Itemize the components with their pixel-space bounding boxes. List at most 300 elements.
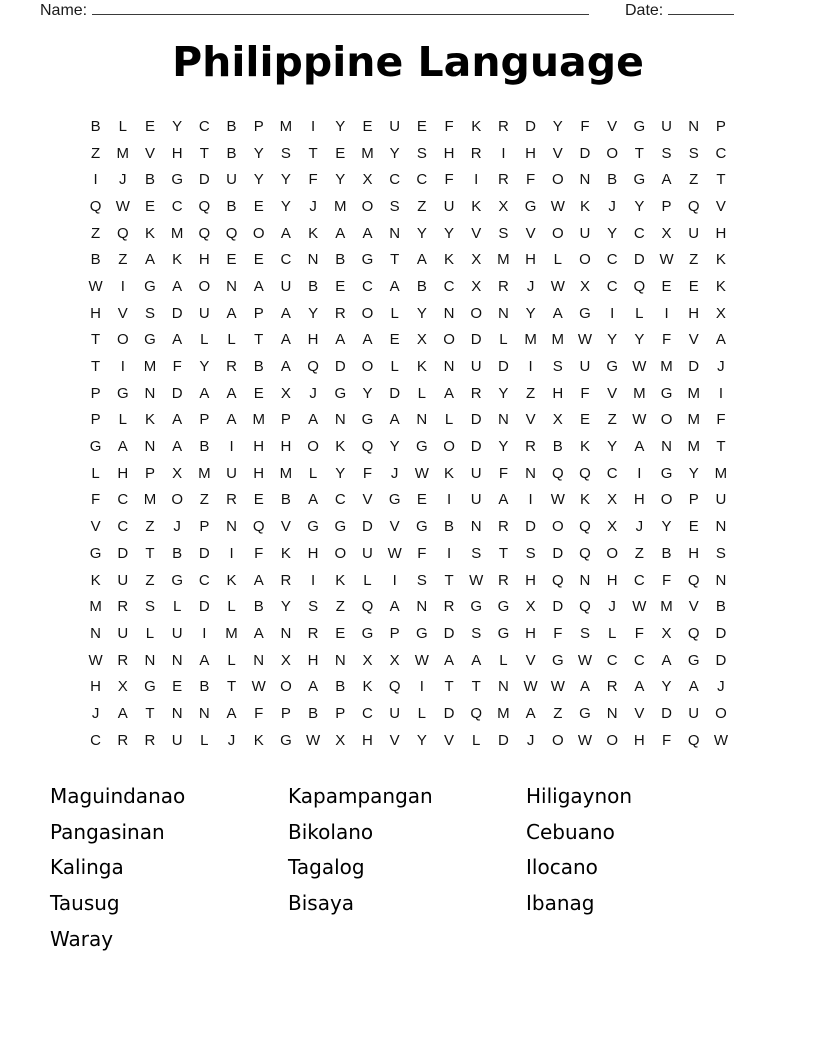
grid-letter: G (89, 438, 102, 456)
grid-letter: T (716, 438, 726, 456)
grid-letter: Z (553, 704, 563, 722)
grid-letter: C (90, 731, 102, 749)
grid-letter: W (387, 544, 402, 562)
grid-letter: T (716, 171, 726, 189)
grid-letter: Q (579, 464, 591, 482)
grid-letter: Q (687, 731, 700, 749)
word-column-1 (50, 781, 185, 959)
grid-letter: J (309, 197, 317, 215)
grid-letter: I (528, 358, 533, 376)
grid-letter: V (389, 518, 400, 536)
grid-letter: O (470, 304, 483, 322)
grid-letter: L (635, 304, 644, 322)
grid-letter: N (470, 518, 482, 536)
grid-letter: S (688, 144, 699, 162)
grid-letter: Q (579, 544, 591, 562)
grid-letter: S (661, 144, 672, 162)
grid-letter: H (525, 571, 537, 589)
grid-letter: R (470, 144, 482, 162)
grid-letter: D (198, 544, 210, 562)
grid-letter: W (632, 598, 647, 616)
grid-letter: Y (335, 171, 346, 189)
word-list-item: Tausug (50, 891, 120, 916)
grid-letter: R (470, 384, 482, 402)
grid-letter: O (551, 518, 564, 536)
grid-letter: J (227, 731, 236, 749)
grid-letter: P (199, 518, 210, 536)
grid-letter: A (688, 678, 699, 696)
name-field (40, 1, 589, 20)
grid-letter: G (361, 624, 374, 642)
grid-letter: F (634, 624, 644, 642)
grid-letter: U (579, 358, 591, 376)
grid-letter: X (607, 491, 618, 509)
grid-letter: X (661, 224, 672, 242)
grid-letter: G (579, 704, 591, 722)
grid-letter: T (308, 144, 318, 162)
grid-letter: W (550, 678, 565, 696)
grid-letter: A (172, 411, 183, 429)
grid-letter: S (144, 304, 155, 322)
grid-letter: R (497, 571, 509, 589)
grid-letter: M (633, 384, 646, 402)
grid-letter: F (308, 171, 318, 189)
grid-letter: P (90, 411, 101, 429)
grid-letter: X (471, 251, 482, 269)
grid-letter: O (606, 544, 618, 562)
grid-letter: G (497, 598, 510, 616)
page-title: Philippine Language (172, 38, 644, 86)
grid-letter: K (144, 411, 155, 429)
grid-letter: U (715, 491, 727, 509)
grid-letter: W (469, 571, 484, 589)
grid-letter: G (361, 411, 374, 429)
grid-letter: B (253, 358, 264, 376)
grid-letter: A (335, 331, 346, 349)
grid-letter: A (199, 651, 210, 669)
grid-letter: I (718, 384, 723, 402)
grid-letter: Y (634, 331, 645, 349)
word-list-item: Bikolano (288, 819, 374, 844)
grid-letter: T (91, 358, 101, 376)
grid-letter: M (660, 598, 673, 616)
grid-letter: W (550, 197, 565, 215)
grid-letter: T (471, 678, 481, 696)
grid-letter: W (632, 358, 647, 376)
grid-letter: K (253, 731, 264, 749)
grid-letter: U (198, 304, 210, 322)
grid-letter: E (335, 624, 346, 642)
grid-letter: Q (579, 598, 591, 616)
grid-letter: C (416, 171, 428, 189)
grid-letter: V (525, 651, 536, 669)
grid-letter: L (172, 598, 182, 616)
grid-letter: X (715, 304, 726, 322)
grid-letter: Y (280, 197, 291, 215)
grid-letter: W (115, 197, 130, 215)
grid-letter: R (144, 731, 156, 749)
grid-letter: J (526, 277, 535, 295)
grid-letter: Y (498, 438, 509, 456)
grid-letter: D (171, 304, 183, 322)
grid-letter: S (498, 224, 509, 242)
grid-letter: A (444, 384, 455, 402)
grid-letter: Y (607, 224, 618, 242)
word-list-item: Tagalog (288, 855, 365, 880)
grid-letter: G (144, 331, 156, 349)
grid-letter: O (443, 331, 455, 349)
grid-letter: E (253, 197, 264, 215)
grid-letter: R (443, 598, 455, 616)
grid-letter: L (227, 651, 236, 669)
grid-letter: A (172, 277, 183, 295)
grid-letter: R (497, 117, 509, 135)
grid-letter: C (633, 571, 645, 589)
grid-letter: Y (416, 224, 427, 242)
grid-letter: A (253, 277, 264, 295)
grid-letter: G (524, 197, 537, 215)
grid-letter: H (525, 251, 537, 269)
grid-letter: O (361, 197, 374, 215)
grid-letter: K (715, 251, 726, 269)
grid-letter: R (226, 358, 237, 376)
grid-letter: H (171, 144, 183, 162)
grid-letter: X (661, 624, 672, 642)
grid-letter: D (470, 411, 482, 429)
grid-letter: K (444, 464, 455, 482)
grid-letter: U (389, 704, 401, 722)
grid-letter: G (606, 358, 618, 376)
grid-letter: A (144, 251, 155, 269)
grid-letter: H (633, 731, 645, 749)
grid-letter: J (635, 518, 644, 536)
grid-letter: D (334, 358, 346, 376)
grid-letter: E (416, 117, 427, 135)
grid-letter: L (553, 251, 562, 269)
grid-letter: I (229, 438, 234, 456)
grid-letter: W (306, 731, 321, 749)
grid-letter: L (91, 464, 100, 482)
grid-letter: A (634, 678, 645, 696)
grid-letter: W (577, 731, 593, 749)
grid-letter: Z (634, 544, 644, 562)
grid-letter: G (144, 277, 156, 295)
grid-letter: P (688, 491, 699, 509)
grid-letter: U (470, 358, 482, 376)
grid-letter: G (89, 544, 102, 562)
grid-letter: N (416, 598, 428, 616)
grid-letter: C (606, 651, 618, 669)
grid-letter: Z (145, 518, 155, 536)
grid-letter: X (172, 464, 183, 482)
grid-letter: M (361, 144, 374, 162)
grid-letter: I (664, 304, 669, 322)
grid-letter: L (499, 331, 508, 349)
grid-letter: L (472, 731, 481, 749)
grid-letter: N (715, 571, 727, 589)
grid-letter: U (443, 197, 455, 215)
grid-letter: Z (335, 598, 345, 616)
grid-letter: C (198, 117, 210, 135)
grid-letter: V (280, 518, 291, 536)
grid-letter: R (497, 518, 509, 536)
grid-letter: U (280, 277, 292, 295)
grid-letter: Y (607, 438, 618, 456)
grid-letter: Z (526, 384, 536, 402)
grid-letter: N (90, 624, 102, 642)
grid-letter: F (254, 544, 264, 562)
grid-letter: I (528, 491, 533, 509)
grid-letter: B (308, 277, 319, 295)
word-column-3 (526, 781, 632, 924)
word-list-item: Hiligaynon (526, 784, 633, 808)
grid-letter: C (606, 464, 618, 482)
grid-letter: X (416, 331, 427, 349)
grid-letter: D (470, 438, 482, 456)
grid-letter: G (361, 251, 374, 269)
grid-letter: D (579, 144, 591, 162)
grid-letter: Q (307, 358, 319, 376)
grid-letter: G (144, 678, 156, 696)
grid-letter: H (525, 624, 537, 642)
grid-letter: X (498, 197, 509, 215)
grid-letter: S (280, 144, 291, 162)
grid-letter: K (444, 251, 455, 269)
grid-letter: L (118, 411, 127, 429)
grid-letter: Z (91, 144, 101, 162)
grid-letter: S (144, 598, 155, 616)
grid-letter: Q (225, 224, 238, 242)
grid-letter: H (307, 331, 319, 349)
grid-letter: Z (417, 197, 427, 215)
grid-letter: B (280, 491, 291, 509)
grid-letter: Y (389, 144, 400, 162)
grid-letter: W (88, 651, 103, 669)
grid-letter: X (607, 518, 618, 536)
grid-letter: K (172, 251, 183, 269)
grid-letter: Y (253, 144, 264, 162)
grid-letter: U (117, 571, 129, 589)
grid-letter: Z (607, 411, 617, 429)
grid-letter: A (389, 598, 400, 616)
grid-letter: N (661, 438, 672, 456)
grid-letter: T (390, 251, 400, 269)
grid-letter: V (525, 411, 536, 429)
grid-letter: V (552, 144, 563, 162)
grid-letter: G (551, 651, 564, 669)
grid-letter: K (471, 197, 482, 215)
grid-letter: M (497, 704, 510, 722)
grid-letter: O (606, 144, 618, 162)
grid-letter: Y (199, 358, 210, 376)
grid-letter: H (688, 304, 700, 322)
grid-letter: A (199, 384, 210, 402)
grid-letter: N (226, 277, 237, 295)
grid-letter: V (634, 704, 645, 722)
grid-letter: A (389, 411, 400, 429)
date-label: Date: (625, 2, 664, 19)
grid-letter: B (661, 544, 672, 562)
grid-letter: L (200, 331, 209, 349)
grid-letter: C (443, 277, 455, 295)
grid-letter: Y (280, 171, 291, 189)
grid-letter: O (715, 704, 727, 722)
grid-letter: Y (634, 197, 645, 215)
grid-letter: W (414, 464, 429, 482)
name-label: Name: (40, 2, 88, 19)
grid-letter: X (579, 277, 590, 295)
grid-letter: S (471, 624, 482, 642)
grid-letter: I (446, 491, 452, 509)
grid-letter: B (444, 518, 455, 536)
grid-letter: E (253, 384, 264, 402)
grid-letter: Z (118, 251, 128, 269)
grid-letter: H (362, 731, 373, 749)
grid-letter: M (334, 197, 347, 215)
grid-letter: Q (198, 224, 211, 242)
grid-letter: Z (145, 571, 155, 589)
grid-letter: W (632, 411, 647, 429)
grid-letter: B (335, 251, 346, 269)
grid-letter: T (91, 331, 101, 349)
grid-letter: T (145, 704, 155, 722)
grid-letter: S (525, 544, 536, 562)
grid-letter: L (308, 464, 318, 482)
grid-letter: A (308, 491, 319, 509)
grid-letter: V (607, 384, 618, 402)
grid-letter: I (311, 117, 316, 135)
grid-letter: X (280, 651, 291, 669)
grid-letter: N (144, 384, 156, 402)
grid-letter: Y (253, 171, 264, 189)
grid-letter: C (389, 171, 401, 189)
grid-letter: A (226, 384, 237, 402)
grid-letter: C (117, 491, 129, 509)
grid-letter: E (389, 331, 400, 349)
grid-letter: C (362, 704, 373, 722)
grid-letter: H (253, 464, 265, 482)
grid-letter: X (552, 411, 563, 429)
grid-letter: P (335, 704, 346, 722)
grid-letter: Q (388, 678, 401, 696)
grid-letter: N (198, 704, 210, 722)
grid-letter: S (579, 624, 590, 642)
grid-letter: A (362, 331, 373, 349)
grid-letter: C (334, 491, 346, 509)
grid-letter: T (199, 144, 209, 162)
grid-letter: H (280, 438, 292, 456)
grid-letter: J (608, 598, 616, 616)
grid-letter: V (471, 224, 482, 242)
grid-letter: H (198, 251, 210, 269)
grid-letter: R (226, 491, 237, 509)
grid-letter: A (253, 571, 264, 589)
grid-letter: Q (198, 197, 211, 215)
grid-letter: D (198, 171, 210, 189)
grid-letter: U (470, 491, 482, 509)
grid-letter: Q (551, 571, 564, 589)
grid-letter: A (389, 277, 400, 295)
grid-letter: B (552, 438, 563, 456)
grid-letter: G (334, 384, 347, 402)
grid-letter: O (551, 224, 564, 242)
grid-letter: H (253, 438, 265, 456)
grid-letter: R (497, 171, 509, 189)
grid-letter: N (144, 438, 156, 456)
word-list-item: Bisaya (288, 891, 355, 916)
grid-letter: U (579, 224, 591, 242)
grid-letter: D (117, 544, 129, 562)
grid-letter: D (661, 704, 672, 722)
grid-letter: A (280, 304, 291, 322)
grid-letter: Q (252, 518, 265, 536)
grid-letter: A (280, 358, 291, 376)
grid-letter: L (200, 731, 209, 749)
grid-letter: O (280, 678, 292, 696)
grid-letter: L (607, 624, 617, 642)
grid-letter: D (497, 358, 509, 376)
grid-letter: Y (172, 117, 183, 135)
grid-letter: P (661, 197, 672, 215)
word-list-item: Ilocano (526, 855, 598, 880)
grid-letter: M (660, 358, 673, 376)
grid-letter: W (550, 277, 565, 295)
grid-letter: L (118, 117, 127, 135)
grid-letter: E (226, 251, 237, 269)
name-blank-line (92, 1, 589, 15)
grid-letter: J (91, 704, 100, 722)
grid-letter: B (90, 251, 101, 269)
word-list-item: Kapampangan (288, 784, 433, 808)
grid-letter: Q (116, 224, 129, 242)
grid-letter: A (444, 651, 455, 669)
grid-letter: V (389, 731, 400, 749)
grid-letter: D (525, 518, 537, 536)
grid-letter: L (227, 331, 236, 349)
grid-letter: S (471, 544, 482, 562)
grid-letter: E (362, 117, 373, 135)
grid-letter: H (715, 224, 727, 242)
grid-letter: K (144, 224, 155, 242)
grid-letter: Z (199, 491, 209, 509)
grid-letter: C (715, 144, 727, 162)
grid-letter: V (715, 197, 726, 215)
grid-letter: V (607, 117, 618, 135)
grid-letter: W (88, 277, 103, 295)
grid-letter: F (498, 464, 508, 482)
grid-letter: D (497, 731, 509, 749)
grid-letter: Y (525, 304, 536, 322)
grid-letter: L (417, 384, 427, 402)
grid-letter: L (145, 624, 155, 642)
grid-letter: N (715, 518, 727, 536)
grid-letter: G (280, 731, 292, 749)
grid-letter: W (251, 678, 266, 696)
grid-letter: M (524, 331, 537, 349)
grid-letter: S (715, 544, 726, 562)
grid-letter: C (606, 277, 618, 295)
grid-letter: F (716, 411, 726, 429)
grid-letter: K (579, 491, 590, 509)
grid-letter: J (390, 464, 399, 482)
grid-letter: U (362, 544, 373, 562)
grid-letter: H (90, 678, 102, 696)
grid-letter: C (198, 571, 210, 589)
grid-letter: L (363, 571, 372, 589)
grid-letter: F (580, 117, 590, 135)
grid-letter: G (307, 518, 319, 536)
grid-letter: T (634, 144, 644, 162)
